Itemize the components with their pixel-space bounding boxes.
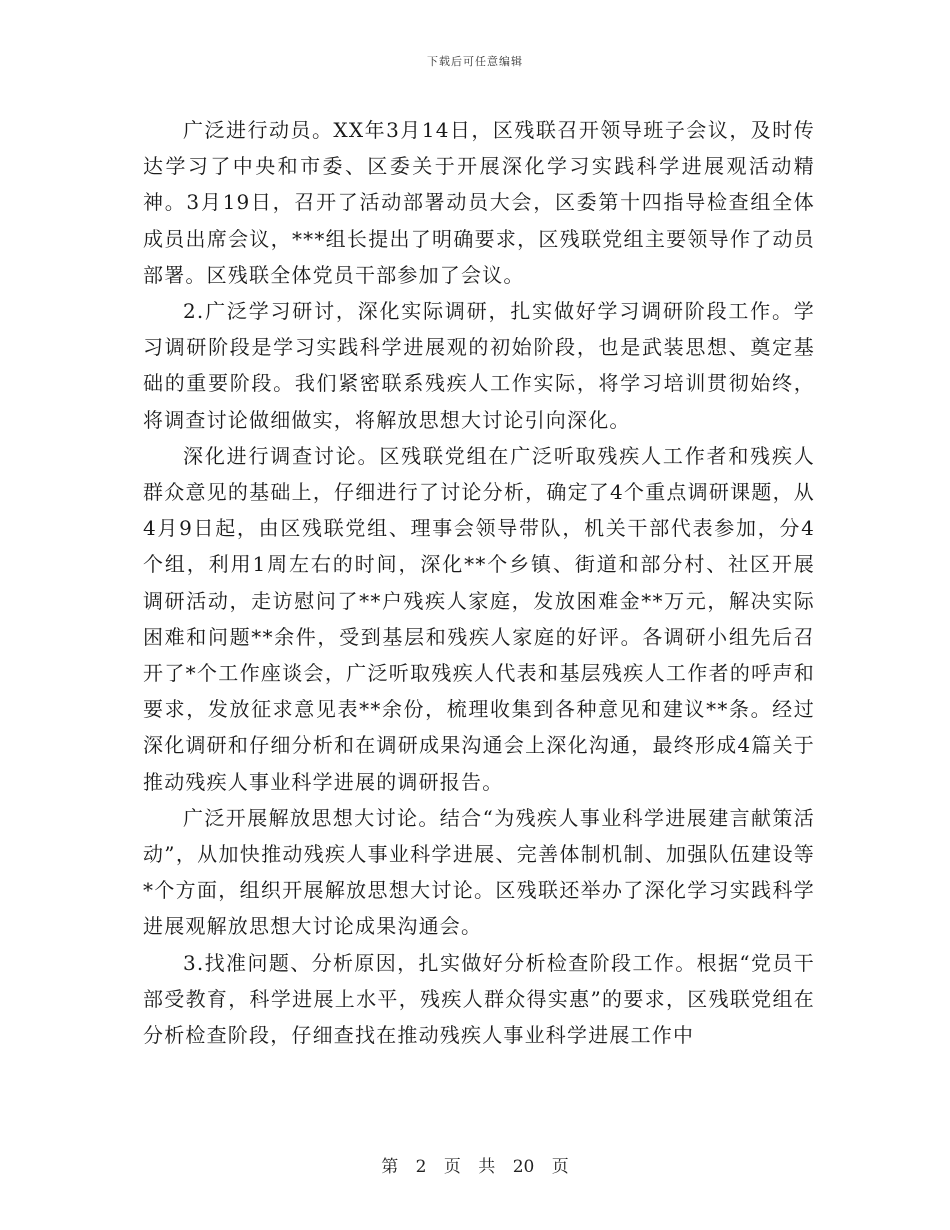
paragraph-mobilization: 广泛进行动员。XX年3月14日，区残联召开领导班子会议，及时传达学习了中央和市委、区委关于开展深化学习实践科学进展观活动精神。3月19日，召开了活动部署动员大会，区委第十四指导检查组全体成员出席会议，***组长提出了明确要求，区残联党组主要领导作了动员部署。区残联全体党员干部参加了会议。 xyxy=(143,118,815,287)
footer-page-current: 2 xyxy=(415,1157,427,1177)
footer-total-prefix: 共 xyxy=(478,1157,496,1177)
page-header-note: 下载后可任意编辑 xyxy=(427,55,523,68)
footer-page-mid: 页 xyxy=(443,1157,461,1177)
footer-page-prefix: 第 xyxy=(381,1157,399,1177)
document-body xyxy=(143,112,815,1053)
paragraph-discussion: 广泛开展解放思想大讨论。结合“为残疾人事业科学进展建言献策活动”，从加快推动残疾人事业科学进展、完善体制机制、加强队伍建设等*个方面，组织开展解放思想大讨论。区残联还举办了深化学习实践科学进展观解放思想大讨论成果沟通会。 xyxy=(143,805,815,939)
paragraph-analysis: 3.找准问题、分析原因，扎实做好分析检查阶段工作。根据“党员干部受教育，科学进展上水平，残疾人群众得实惠”的要求，区残联党组在分析检查阶段，仔细查找在推动残疾人事业科学进展工作中 xyxy=(143,950,815,1048)
paragraph-investigation: 深化进行调查讨论。区残联党组在广泛听取残疾人工作者和残疾人群众意见的基础上，仔细进行了讨论分析，确定了4个重点调研课题，从4月9日起，由区残联党组、理事会领导带队，机关干部代表参加，分4个组，利用1周左右的时间，深化**个乡镇、街道和部分村、社区开展调研活动，走访慰问了**户残疾人家庭，发放困难金**万元，解决实际困难和问题**余件，受到基层和残疾人家庭的好评。各调研小组先后召开了*个工作座谈会，广泛听取残疾人代表和基层残疾人工作者的呼声和要求，发放征求意见表**余份，梳理收集到各种意见和建议**条。经过深化调研和仔细分析和在调研成果沟通会上深化沟通，最终形成4篇关于推动残疾人事业科学进展的调研报告。 xyxy=(143,443,815,794)
footer-page-total: 20 xyxy=(512,1157,535,1177)
paragraph-study-research: 2.广泛学习研讨，深化实际调研，扎实做好学习调研阶段工作。学习调研阶段是学习实践科学进展观的初始阶段，也是武装思想、奠定基础的重要阶段。我们紧密联系残疾人工作实际，将学习培训贯彻始终，将调查讨论做细做实，将解放思想大讨论引向深化。 xyxy=(143,299,815,432)
page-number-footer xyxy=(0,1152,950,1177)
footer-page-suffix: 页 xyxy=(551,1157,569,1177)
